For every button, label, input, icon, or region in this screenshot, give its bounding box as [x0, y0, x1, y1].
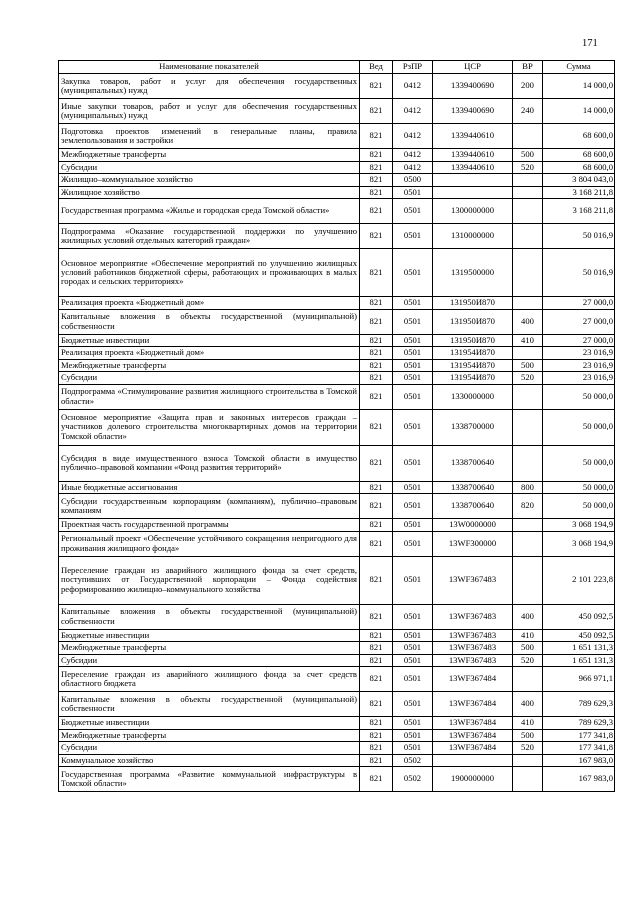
table-row: [59, 297, 615, 310]
header-rzpr: РзПР: [393, 61, 433, 74]
table-row: [59, 556, 615, 604]
cell-ved: 821: [360, 445, 393, 481]
cell-csr: 13WF367484: [433, 742, 513, 755]
cell-sum: 2 101 223,8: [543, 556, 615, 604]
cell-ved: 821: [360, 74, 393, 99]
cell-sum: 50 000,0: [543, 445, 615, 481]
cell-name: Капитальные вложения в объекты государственной (муниципальной) собственности: [59, 309, 360, 334]
cell-vr: 520: [513, 654, 543, 667]
cell-vr: 410: [513, 334, 543, 347]
cell-vr: 500: [513, 729, 543, 742]
cell-csr: [433, 754, 513, 767]
cell-csr: 1339440610: [433, 161, 513, 174]
cell-csr: 1338700640: [433, 445, 513, 481]
cell-sum: 27 000,0: [543, 334, 615, 347]
cell-ved: 821: [360, 249, 393, 297]
cell-rzpr: 0501: [393, 347, 433, 360]
table-row: [59, 481, 615, 494]
cell-csr: 13WF367483: [433, 654, 513, 667]
cell-sum: 23 016,9: [543, 372, 615, 385]
cell-csr: 1310000000: [433, 224, 513, 249]
cell-name: Межбюджетные трансферты: [59, 729, 360, 742]
cell-csr: 1339440610: [433, 124, 513, 149]
cell-csr: 1338700640: [433, 494, 513, 519]
cell-name: Подготовка проектов изменений в генеральные планы, правила землепользования и застройки: [59, 124, 360, 149]
cell-rzpr: 0501: [393, 642, 433, 655]
cell-csr: 1330000000: [433, 384, 513, 409]
table-row: [59, 347, 615, 360]
table-row: [59, 199, 615, 224]
cell-sum: 450 092,5: [543, 604, 615, 629]
table-row: [59, 445, 615, 481]
cell-csr: 131954И870: [433, 359, 513, 372]
cell-rzpr: 0501: [393, 692, 433, 717]
cell-ved: 821: [360, 604, 393, 629]
cell-name: Субсидии: [59, 654, 360, 667]
table-row: [59, 174, 615, 187]
cell-name: Государственная программа «Развитие коммунальной инфраструктуры в Томской области»: [59, 767, 360, 792]
table-row: [59, 74, 615, 99]
cell-vr: [513, 347, 543, 360]
table-row: [59, 692, 615, 717]
cell-rzpr: 0501: [393, 519, 433, 532]
table-row: [59, 186, 615, 199]
cell-sum: 3 168 211,8: [543, 186, 615, 199]
cell-vr: 240: [513, 99, 543, 124]
cell-sum: 177 341,8: [543, 742, 615, 755]
cell-rzpr: 0501: [393, 334, 433, 347]
cell-ved: 821: [360, 754, 393, 767]
cell-name: Подпрограмма «Оказание государственной поддержки по улучшению жилищных условий отдельных категорий граждан»: [59, 224, 360, 249]
cell-rzpr: 0501: [393, 654, 433, 667]
table-row: [59, 604, 615, 629]
table-row: [59, 754, 615, 767]
cell-ved: 821: [360, 124, 393, 149]
cell-rzpr: 0501: [393, 445, 433, 481]
table-row: [59, 642, 615, 655]
cell-ved: 821: [360, 629, 393, 642]
cell-vr: 410: [513, 717, 543, 730]
cell-vr: 410: [513, 629, 543, 642]
table-row: [59, 629, 615, 642]
cell-vr: [513, 409, 543, 445]
cell-sum: 3 804 043,0: [543, 174, 615, 187]
table-row: [59, 372, 615, 385]
cell-vr: [513, 519, 543, 532]
cell-name: Иные закупки товаров, работ и услуг для обеспечения государственных (муниципальных) нужд: [59, 99, 360, 124]
cell-rzpr: 0501: [393, 384, 433, 409]
cell-name: Бюджетные инвестиции: [59, 717, 360, 730]
cell-sum: 50 016,9: [543, 249, 615, 297]
cell-csr: 1300000000: [433, 199, 513, 224]
cell-csr: 13WF300000: [433, 531, 513, 556]
cell-sum: 167 983,0: [543, 754, 615, 767]
table-row: [59, 149, 615, 162]
cell-rzpr: 0501: [393, 297, 433, 310]
cell-sum: 3 168 211,8: [543, 199, 615, 224]
cell-sum: 3 068 194,9: [543, 519, 615, 532]
header-ved: Вед: [360, 61, 393, 74]
table-row: [59, 767, 615, 792]
cell-name: Межбюджетные трансферты: [59, 642, 360, 655]
cell-rzpr: 0501: [393, 531, 433, 556]
cell-vr: [513, 224, 543, 249]
cell-csr: 131950И870: [433, 309, 513, 334]
cell-name: Коммунальное хозяйство: [59, 754, 360, 767]
cell-ved: 821: [360, 481, 393, 494]
cell-rzpr: 0501: [393, 409, 433, 445]
cell-sum: 789 629,3: [543, 717, 615, 730]
cell-name: Основное мероприятие «Защита прав и законных интересов граждан – участников долевого строительства многоквартирных домов на территории Томской области»: [59, 409, 360, 445]
cell-name: Субсидия в виде имущественного взноса Томской области в имущество публично–правовой компании «Фонд развития территорий»: [59, 445, 360, 481]
cell-ved: 821: [360, 556, 393, 604]
cell-sum: 23 016,9: [543, 347, 615, 360]
cell-sum: 50 000,0: [543, 409, 615, 445]
cell-ved: 821: [360, 494, 393, 519]
cell-sum: 50 000,0: [543, 384, 615, 409]
cell-vr: [513, 754, 543, 767]
header-name: Наименование показателей: [59, 61, 360, 74]
cell-name: Государственная программа «Жилье и городская среда Томской области»: [59, 199, 360, 224]
cell-csr: 13WF367484: [433, 729, 513, 742]
cell-ved: 821: [360, 372, 393, 385]
cell-ved: 821: [360, 384, 393, 409]
cell-ved: 821: [360, 224, 393, 249]
cell-ved: 821: [360, 654, 393, 667]
header-vr: ВР: [513, 61, 543, 74]
cell-name: Субсидии государственным корпорациям (компаниям), публично–правовым компаниям: [59, 494, 360, 519]
cell-csr: 1338700000: [433, 409, 513, 445]
cell-rzpr: 0501: [393, 481, 433, 494]
table-row: [59, 531, 615, 556]
cell-vr: 400: [513, 604, 543, 629]
cell-vr: 800: [513, 481, 543, 494]
cell-ved: 821: [360, 519, 393, 532]
cell-name: Проектная часть государственной программы: [59, 519, 360, 532]
cell-rzpr: 0501: [393, 604, 433, 629]
cell-sum: 789 629,3: [543, 692, 615, 717]
table-row: [59, 224, 615, 249]
cell-rzpr: 0501: [393, 359, 433, 372]
cell-sum: 3 068 194,9: [543, 531, 615, 556]
table-row: [59, 249, 615, 297]
cell-name: Жилищное хозяйство: [59, 186, 360, 199]
cell-sum: 50 016,9: [543, 224, 615, 249]
cell-ved: 821: [360, 174, 393, 187]
cell-csr: 13WF367483: [433, 642, 513, 655]
cell-rzpr: 0412: [393, 161, 433, 174]
table-body: [59, 74, 615, 792]
cell-name: Бюджетные инвестиции: [59, 629, 360, 642]
cell-csr: 13WF367483: [433, 629, 513, 642]
cell-csr: 13WF367483: [433, 604, 513, 629]
cell-vr: 500: [513, 359, 543, 372]
cell-rzpr: 0501: [393, 742, 433, 755]
cell-name: Подпрограмма «Стимулирование развития жилищного строительства в Томской области»: [59, 384, 360, 409]
cell-csr: 1339400690: [433, 74, 513, 99]
cell-ved: 821: [360, 199, 393, 224]
cell-ved: 821: [360, 717, 393, 730]
cell-sum: 68 600,0: [543, 149, 615, 162]
cell-vr: 200: [513, 74, 543, 99]
cell-rzpr: 0501: [393, 224, 433, 249]
cell-vr: 400: [513, 692, 543, 717]
cell-sum: 966 971,1: [543, 667, 615, 692]
cell-vr: [513, 767, 543, 792]
cell-vr: [513, 186, 543, 199]
cell-name: Реализация проекта «Бюджетный дом»: [59, 297, 360, 310]
cell-sum: 68 600,0: [543, 161, 615, 174]
cell-name: Капитальные вложения в объекты государственной (муниципальной) собственности: [59, 604, 360, 629]
cell-vr: [513, 249, 543, 297]
cell-name: Основное мероприятие «Обеспечение мероприятий по улучшению жилищных условий работников бюджетной сферы, работающих и проживающих в малых городах и сельских территориях»: [59, 249, 360, 297]
cell-name: Капитальные вложения в объекты государственной (муниципальной) собственности: [59, 692, 360, 717]
cell-vr: 400: [513, 309, 543, 334]
cell-vr: [513, 174, 543, 187]
cell-name: Переселение граждан из аварийного жилищного фонда за счет средств областного бюджета: [59, 667, 360, 692]
header-sum: Сумма: [543, 61, 615, 74]
cell-rzpr: 0501: [393, 556, 433, 604]
cell-ved: 821: [360, 729, 393, 742]
cell-ved: 821: [360, 334, 393, 347]
cell-ved: 821: [360, 149, 393, 162]
cell-csr: 13WF367484: [433, 692, 513, 717]
cell-rzpr: 0412: [393, 149, 433, 162]
cell-sum: 50 000,0: [543, 494, 615, 519]
cell-vr: [513, 124, 543, 149]
table-row: [59, 667, 615, 692]
cell-ved: 821: [360, 692, 393, 717]
cell-sum: 167 983,0: [543, 767, 615, 792]
cell-sum: 177 341,8: [543, 729, 615, 742]
cell-sum: 14 000,0: [543, 74, 615, 99]
cell-sum: 27 000,0: [543, 297, 615, 310]
cell-ved: 821: [360, 309, 393, 334]
cell-rzpr: 0501: [393, 667, 433, 692]
cell-rzpr: 0501: [393, 309, 433, 334]
cell-csr: 13WF367483: [433, 556, 513, 604]
table-row: [59, 409, 615, 445]
cell-vr: 820: [513, 494, 543, 519]
cell-name: Субсидии: [59, 161, 360, 174]
cell-name: Реализация проекта «Бюджетный дом»: [59, 347, 360, 360]
table-row: [59, 384, 615, 409]
cell-sum: 27 000,0: [543, 309, 615, 334]
table-row: [59, 519, 615, 532]
table-row: [59, 124, 615, 149]
cell-sum: 50 000,0: [543, 481, 615, 494]
table-row: [59, 729, 615, 742]
cell-rzpr: 0501: [393, 372, 433, 385]
cell-sum: 1 651 131,3: [543, 654, 615, 667]
page-number: 171: [582, 38, 598, 49]
cell-ved: 821: [360, 742, 393, 755]
table-row: [59, 654, 615, 667]
cell-csr: 1319500000: [433, 249, 513, 297]
table-row: [59, 494, 615, 519]
cell-csr: 1339400690: [433, 99, 513, 124]
cell-ved: 821: [360, 531, 393, 556]
table-row: [59, 309, 615, 334]
cell-vr: [513, 297, 543, 310]
cell-csr: 131950И870: [433, 297, 513, 310]
cell-name: Закупка товаров, работ и услуг для обеспечения государственных (муниципальных) нужд: [59, 74, 360, 99]
cell-vr: 500: [513, 149, 543, 162]
cell-rzpr: 0502: [393, 754, 433, 767]
cell-rzpr: 0500: [393, 174, 433, 187]
cell-vr: [513, 199, 543, 224]
cell-ved: 821: [360, 347, 393, 360]
table-row: [59, 161, 615, 174]
cell-ved: 821: [360, 359, 393, 372]
cell-ved: 821: [360, 99, 393, 124]
cell-vr: [513, 531, 543, 556]
cell-csr: 131954И870: [433, 372, 513, 385]
cell-vr: [513, 384, 543, 409]
table-row: [59, 717, 615, 730]
cell-sum: 1 651 131,3: [543, 642, 615, 655]
cell-vr: 520: [513, 372, 543, 385]
cell-csr: [433, 186, 513, 199]
cell-vr: 520: [513, 742, 543, 755]
cell-csr: 131950И870: [433, 334, 513, 347]
cell-name: Межбюджетные трансферты: [59, 149, 360, 162]
table-row: [59, 742, 615, 755]
cell-name: Жилищно–коммунальное хозяйство: [59, 174, 360, 187]
cell-csr: 13WF367484: [433, 717, 513, 730]
cell-rzpr: 0412: [393, 99, 433, 124]
cell-csr: [433, 174, 513, 187]
cell-csr: 13WF367484: [433, 667, 513, 692]
cell-csr: 1339440610: [433, 149, 513, 162]
table-row: [59, 334, 615, 347]
cell-rzpr: 0501: [393, 629, 433, 642]
cell-csr: 1900000000: [433, 767, 513, 792]
cell-rzpr: 0501: [393, 494, 433, 519]
cell-sum: 68 600,0: [543, 124, 615, 149]
table-row: [59, 359, 615, 372]
cell-csr: 13W0000000: [433, 519, 513, 532]
header-csr: ЦСР: [433, 61, 513, 74]
cell-name: Региональный проект «Обеспечение устойчивого сокращения непригодного для проживания жилищного фонда»: [59, 531, 360, 556]
cell-ved: 821: [360, 297, 393, 310]
cell-name: Субсидии: [59, 742, 360, 755]
table-row: [59, 99, 615, 124]
cell-rzpr: 0501: [393, 199, 433, 224]
cell-rzpr: 0501: [393, 249, 433, 297]
cell-ved: 821: [360, 767, 393, 792]
cell-vr: [513, 667, 543, 692]
cell-csr: 1338700640: [433, 481, 513, 494]
cell-rzpr: 0501: [393, 717, 433, 730]
cell-name: Субсидии: [59, 372, 360, 385]
cell-ved: 821: [360, 186, 393, 199]
cell-ved: 821: [360, 667, 393, 692]
cell-rzpr: 0501: [393, 729, 433, 742]
cell-ved: 821: [360, 161, 393, 174]
cell-name: Межбюджетные трансферты: [59, 359, 360, 372]
cell-ved: 821: [360, 409, 393, 445]
cell-name: Бюджетные инвестиции: [59, 334, 360, 347]
cell-rzpr: 0501: [393, 186, 433, 199]
cell-name: Иные бюджетные ассигнования: [59, 481, 360, 494]
cell-rzpr: 0412: [393, 74, 433, 99]
budget-table: [58, 60, 615, 792]
cell-sum: 23 016,9: [543, 359, 615, 372]
cell-sum: 14 000,0: [543, 99, 615, 124]
cell-vr: [513, 556, 543, 604]
cell-vr: 520: [513, 161, 543, 174]
cell-vr: 500: [513, 642, 543, 655]
cell-rzpr: 0502: [393, 767, 433, 792]
table-header-row: [59, 61, 615, 74]
cell-vr: [513, 445, 543, 481]
cell-rzpr: 0412: [393, 124, 433, 149]
cell-sum: 450 092,5: [543, 629, 615, 642]
cell-ved: 821: [360, 642, 393, 655]
cell-name: Переселение граждан из аварийного жилищного фонда за счет средств, поступивших от Государственной корпорации – Фонда содействия реформированию жилищно–коммунального хозяйства: [59, 556, 360, 604]
cell-csr: 131954И870: [433, 347, 513, 360]
